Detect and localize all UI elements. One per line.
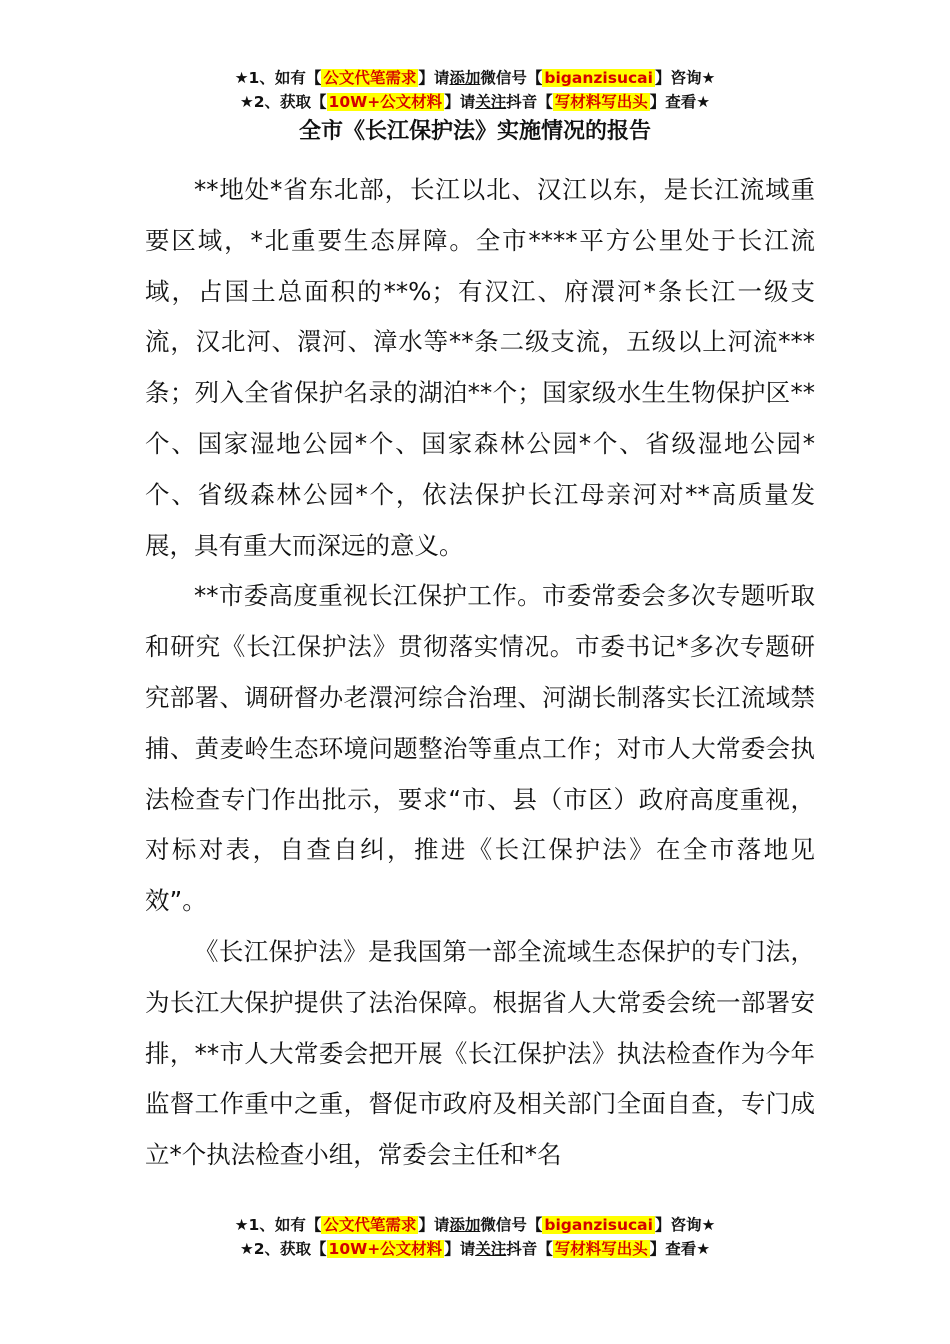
banner-text: 】查看★ [649, 1240, 711, 1258]
highlight-text: 10W+公文材料 [328, 93, 443, 111]
banner-text: ★2、获取【 [239, 1240, 327, 1258]
banner-text: 】请 [444, 93, 476, 111]
underlined-text: 添加 [449, 1216, 481, 1234]
paragraph: 《长江保护法》是我国第一部全流域生态保护的专门法，为长江大保护提供了法治保障。根据省人大常委会统一部署安排，**市人大常委会把开展《长江保护法》执法检查作为今年监督工作重中之重，督促市政府及相关部门全面自查，专门成立*个执法检查小组，常委会主任和*名 [145, 936, 815, 1170]
document-body [145, 165, 815, 1181]
banner-text: 】查看★ [649, 93, 711, 111]
underlined-text: 关注 [475, 1240, 507, 1258]
banner-text: 微信号【 [480, 69, 543, 87]
banner-line-1 [0, 1213, 950, 1237]
banner-line-1 [0, 66, 950, 90]
underlined-text: 关注 [475, 93, 507, 111]
banner-line-2 [0, 90, 950, 114]
footer-banner [0, 1213, 950, 1261]
banner-text: ★2、获取【 [239, 93, 327, 111]
wechat-id: biganzisucai [544, 1216, 653, 1234]
banner-text: 抖音【 [506, 1240, 553, 1258]
banner-line-2 [0, 1237, 950, 1261]
banner-text: 】咨询★ [654, 69, 716, 87]
underlined-text: 添加 [449, 69, 481, 87]
banner-text: ★1、如有【 [234, 69, 322, 87]
wechat-id: biganzisucai [544, 69, 653, 87]
header-banner [0, 66, 950, 114]
banner-text: 】请 [418, 1216, 450, 1234]
banner-text: 】咨询★ [654, 1216, 716, 1234]
douyin-account: 写材料写出头 [554, 93, 648, 111]
paragraph: **市委高度重视长江保护工作。市委常委会多次专题听取和研究《长江保护法》贯彻落实情况。市委书记*多次专题研究部署、调研督办老澴河综合治理、河湖长制落实长江流域禁捕、黄麦岭生态环境问题整治等重点工作；对市人大常委会执法检查专门作出批示，要求“市、县（市区）政府高度重视，对标对表，自查自纠，推进《长江保护法》在全市落地见效”。 [145, 581, 815, 916]
highlight-text: 公文代笔需求 [323, 1216, 417, 1234]
highlight-text: 公文代笔需求 [323, 69, 417, 87]
highlight-text: 10W+公文材料 [328, 1240, 443, 1258]
banner-text: 微信号【 [480, 1216, 543, 1234]
douyin-account: 写材料写出头 [554, 1240, 648, 1258]
banner-text: ★1、如有【 [234, 1216, 322, 1234]
banner-text: 】请 [418, 69, 450, 87]
paragraph: **地处*省东北部，长江以北、汉江以东，是长江流域重要区域，*北重要生态屏障。全市****平方公里处于长江流域，占国土总面积的**%；有汉江、府澴河*条长江一级支流，汉北河、澴河、漳水等**条二级支流，五级以上河流***条；列入全省保护名录的湖泊**个；国家级水生生物保护区**个、国家湿地公园*个、国家森林公园*个、省级湿地公园*个、省级森林公园*个，依法保护长江母亲河对**高质量发展，具有重大而深远的意义。 [145, 175, 815, 560]
banner-text: 】请 [444, 1240, 476, 1258]
banner-text: 抖音【 [506, 93, 553, 111]
document-title: 全市《长江保护法》实施情况的报告 [298, 119, 651, 144]
